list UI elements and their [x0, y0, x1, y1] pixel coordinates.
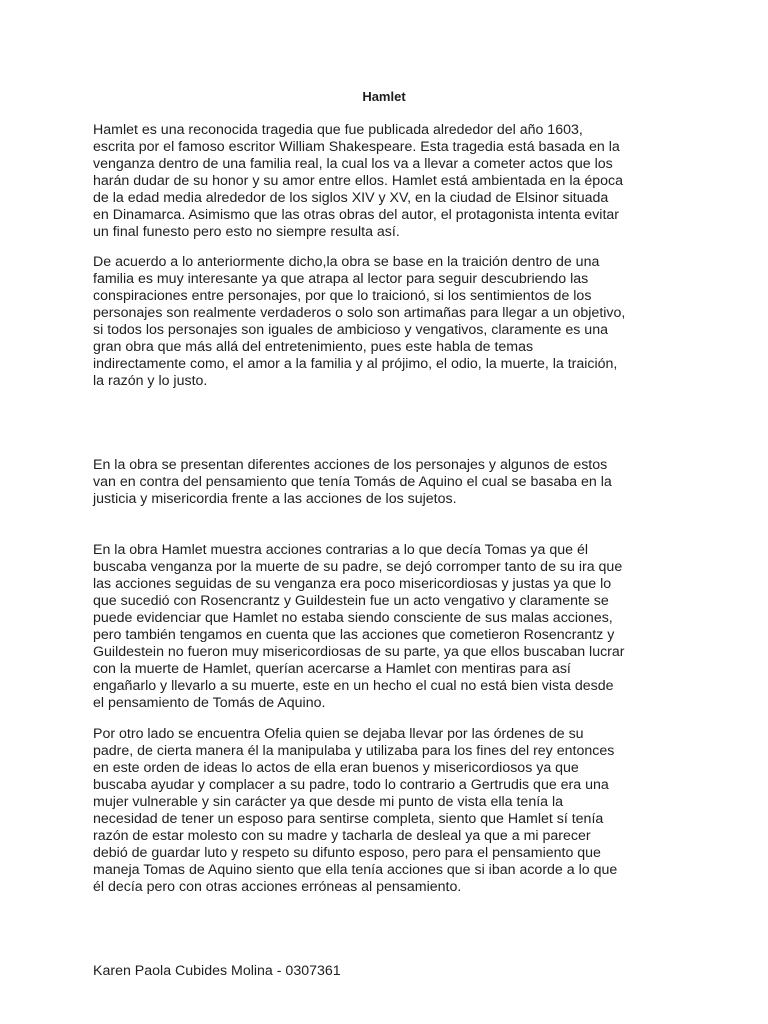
paragraph-line: engañarlo y llevarlo a su muerte, este en un hecho el cual no está bien vista desde	[93, 678, 614, 694]
paragraph-intro	[93, 122, 683, 241]
paragraph-line: gran obra que más allá del entretenimiento, pues este habla de temas	[93, 339, 534, 355]
paragraph-line: De acuerdo a lo anteriormente dicho,la obra se base en la traición dentro de una	[93, 254, 600, 270]
paragraph-line: escrita por el famoso escritor William Shakespeare. Esta tragedia está basada en la	[93, 139, 620, 155]
paragraph-line: mujer vulnerable y sin carácter ya que desde mi punto de vista ella tenía la	[93, 794, 564, 810]
paragraph-line: venganza dentro de una familia real, la cual los va a llevar a cometer actos que los	[93, 156, 613, 172]
paragraph-hamlet-actions	[93, 542, 683, 712]
paragraph-line: En la obra se presentan diferentes acciones de los personajes y algunos de estos	[93, 457, 608, 473]
paragraph-line: padre, de cierta manera él la manipulaba y utilizaba para los fines del rey entonces	[93, 743, 615, 759]
paragraph-line: familia es muy interesante ya que atrapa al lector para seguir descubriendo las	[93, 271, 589, 287]
paragraph-line: Guildestein no fueron muy misericordiosas de su parte, ya que ellos buscaban lucrar	[93, 644, 625, 660]
paragraph-line: maneja Tomas de Aquino siento que ella tenía acciones que si iban acorde a lo que	[93, 862, 618, 878]
paragraph-analysis	[93, 254, 683, 390]
paragraph-line: buscaba venganza por la muerte de su padre, se dejó corromper tanto de su ira que	[93, 559, 623, 575]
paragraph-actions	[93, 457, 683, 508]
paragraph-line: en este orden de ideas lo actos de ella eran buenos y misericordiosos ya que	[93, 760, 579, 776]
paragraph-line: la razón y lo justo.	[93, 373, 208, 389]
paragraph-ofelia	[93, 726, 683, 896]
paragraph-line: que sucedió con Rosencrantz y Guildestein fue un acto vengativo y claramente se	[93, 593, 609, 609]
paragraph-line: las acciones seguidas de su venganza era poco misericordiosas y justas ya que lo	[93, 576, 612, 592]
paragraph-line: debió de guardar luto y respeto su difunto esposo, pero para el pensamiento que	[93, 845, 601, 861]
paragraph-line: puede evidenciar que Hamlet no estaba siendo consciente de sus malas acciones,	[93, 610, 613, 626]
paragraph-line: de la edad media alrededor de los siglos XIV y XV, en la ciudad de Elsinor situada	[93, 190, 609, 206]
paragraph-line: indirectamente como, el amor a la familia y al prójimo, el odio, la muerte, la traición,	[93, 356, 618, 372]
paragraph-line: él decía pero con otras acciones erróneas al pensamiento.	[93, 879, 462, 895]
document-title: Hamlet	[362, 89, 406, 104]
paragraph-line: Hamlet es una reconocida tragedia que fue publicada alrededor del año 1603,	[93, 122, 583, 138]
paragraph-line: el pensamiento de Tomás de Aquino.	[93, 695, 326, 711]
author-footer: Karen Paola Cubides Molina - 0307361	[93, 963, 341, 979]
paragraph-line: Por otro lado se encuentra Ofelia quien se dejaba llevar por las órdenes de su	[93, 726, 584, 742]
paragraph-line: si todos los personajes son iguales de ambicioso y vengativos, claramente es una	[93, 322, 608, 338]
paragraph-line: con la muerte de Hamlet, querían acercarse a Hamlet con mentiras para así	[93, 661, 571, 677]
paragraph-line: harán dudar de su honor y su amor entre ellos. Hamlet está ambientada en la época	[93, 173, 623, 189]
paragraph-line: personajes son realmente verdaderos o solo son artimañas para llegar a un objetivo,	[93, 305, 626, 321]
paragraph-line: razón de estar molesto con su madre y tacharla de desleal ya que a mi parecer	[93, 828, 591, 844]
paragraph-line: buscaba ayudar y complacer a su padre, todo lo contrario a Gertrudis que era una	[93, 777, 609, 793]
paragraph-line: van en contra del pensamiento que tenía Tomás de Aquino el cual se basaba en la	[93, 474, 612, 490]
paragraph-line: conspiraciones entre personajes, por que lo traicionó, si los sentimientos de los	[93, 288, 592, 304]
paragraph-line: pero también tengamos en cuenta que las acciones que cometieron Rosencrantz y	[93, 627, 615, 643]
paragraph-line: justicia y misericordia frente a las acciones de los sujetos.	[93, 491, 457, 507]
paragraph-line: necesidad de tener un esposo para sentirse completa, siento que Hamlet sí tenía	[93, 811, 604, 827]
paragraph-line: un final funesto pero esto no siempre resulta así.	[93, 224, 400, 240]
paragraph-line: En la obra Hamlet muestra acciones contrarias a lo que decía Tomas ya que él	[93, 542, 588, 558]
paragraph-line: en Dinamarca. Asimismo que las otras obras del autor, el protagonista intenta evitar	[93, 207, 620, 223]
